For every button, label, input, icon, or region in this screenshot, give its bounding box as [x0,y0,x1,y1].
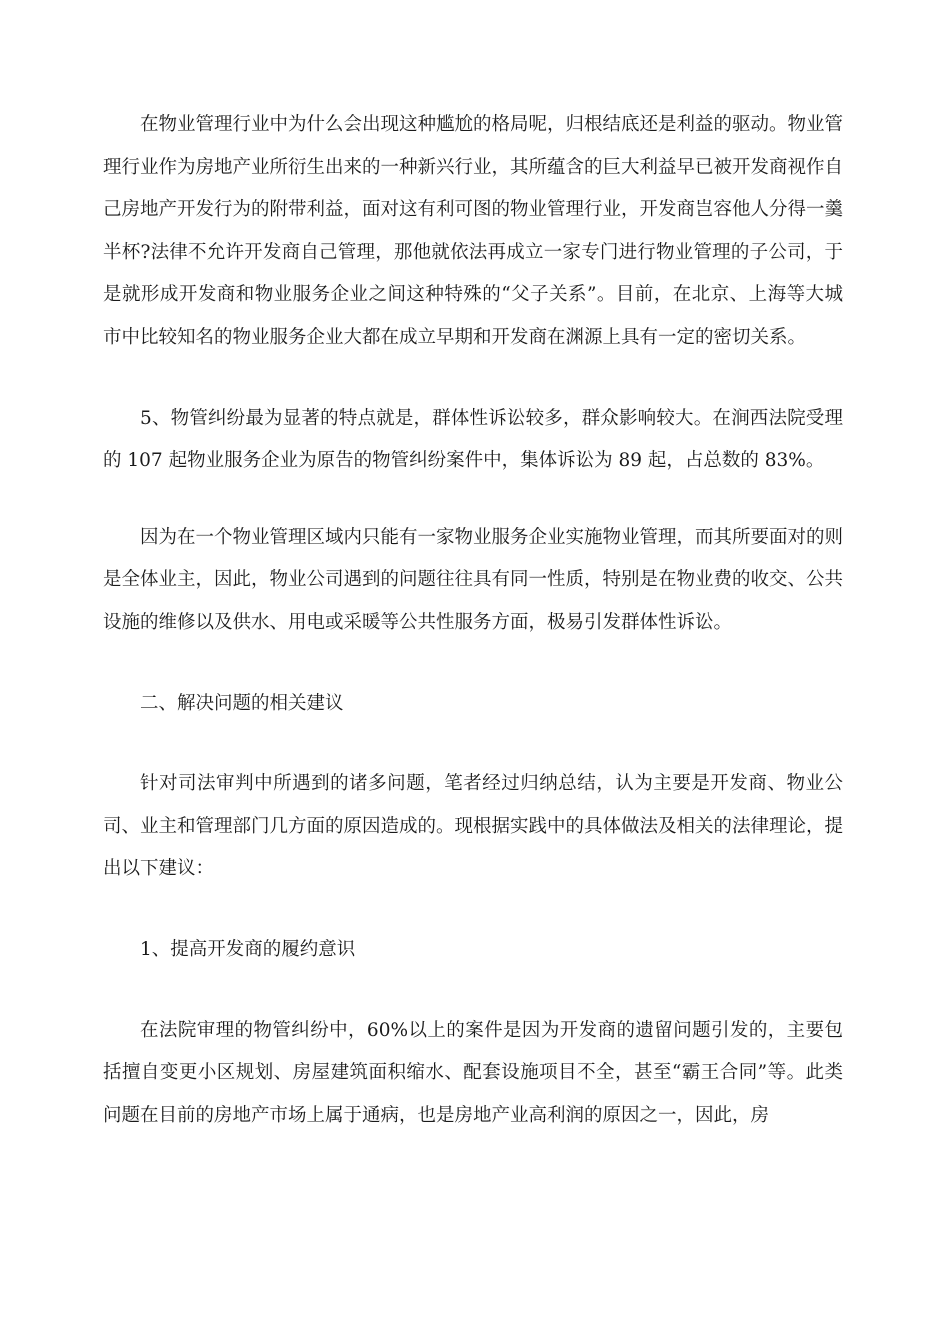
paragraph-group-litigation-reason: 因为在一个物业管理区域内只能有一家物业服务企业实施物业管理，而其所要面对的则是全体业主，因此，物业公司遇到的问题往往具有同一性质，特别是在物业费的收交、公共设施的维修以及供水、用电或采暖等公共性服务方面，极易引发群体性诉讼。 [103,526,844,633]
paragraph-developer-issues: 在法院审理的物管纠纷中，60%以上的案件是因为开发商的遗留问题引发的，主要包括擅自变更小区规划、房屋建筑面积缩水、配套设施项目不全，甚至“霸王合同”等。此类问题在目前的房地产市场上属于通病，也是房地产业高利润的原因之一，因此，房 [103,1019,843,1126]
paragraph-suggestions-intro: 针对司法审判中所遇到的诸多问题，笔者经过归纳总结，认为主要是开发商、物业公司、业主和管理部门几方面的原因造成的。现根据实践中的具体做法及相关的法律理论，提出以下建议： [103,773,844,880]
paragraph-dispute-feature-5: 5、物管纠纷最为显著的特点就是，群体性诉讼较多，群众影响较大。在涧西法院受理的 107 起物业服务企业为原告的物管纠纷案件中，集体诉讼为 89 起，占总数的 83%。 [103,407,843,472]
paragraph-property-management-pattern: 在物业管理行业中为什么会出现这种尴尬的格局呢，归根结底还是利益的驱动。物业管理行业作为房地产业所衍生出来的一种新兴行业，其所蕴含的巨大利益早已被开发商视作自己房地产开发行为的附带利益，面对这有利可图的物业管理行业，开发商岂容他人分得一羹半杯?法律不允许开发商自己管理，那他就依法再成立一家专门进行物业管理的子公司，于是就形成开发商和物业服务企业之间这种特殊的“父子关系”。目前，在北京、上海等大城市中比较知名的物业服务企业大都在成立早期和开发商在渊源上具有一定的密切关系。 [103,114,844,348]
section-heading-suggestions: 二、解决问题的相关建议 [140,692,344,714]
document-body [103,104,843,1137]
subheading-developer-compliance: 1、提高开发商的履约意识 [140,938,356,960]
